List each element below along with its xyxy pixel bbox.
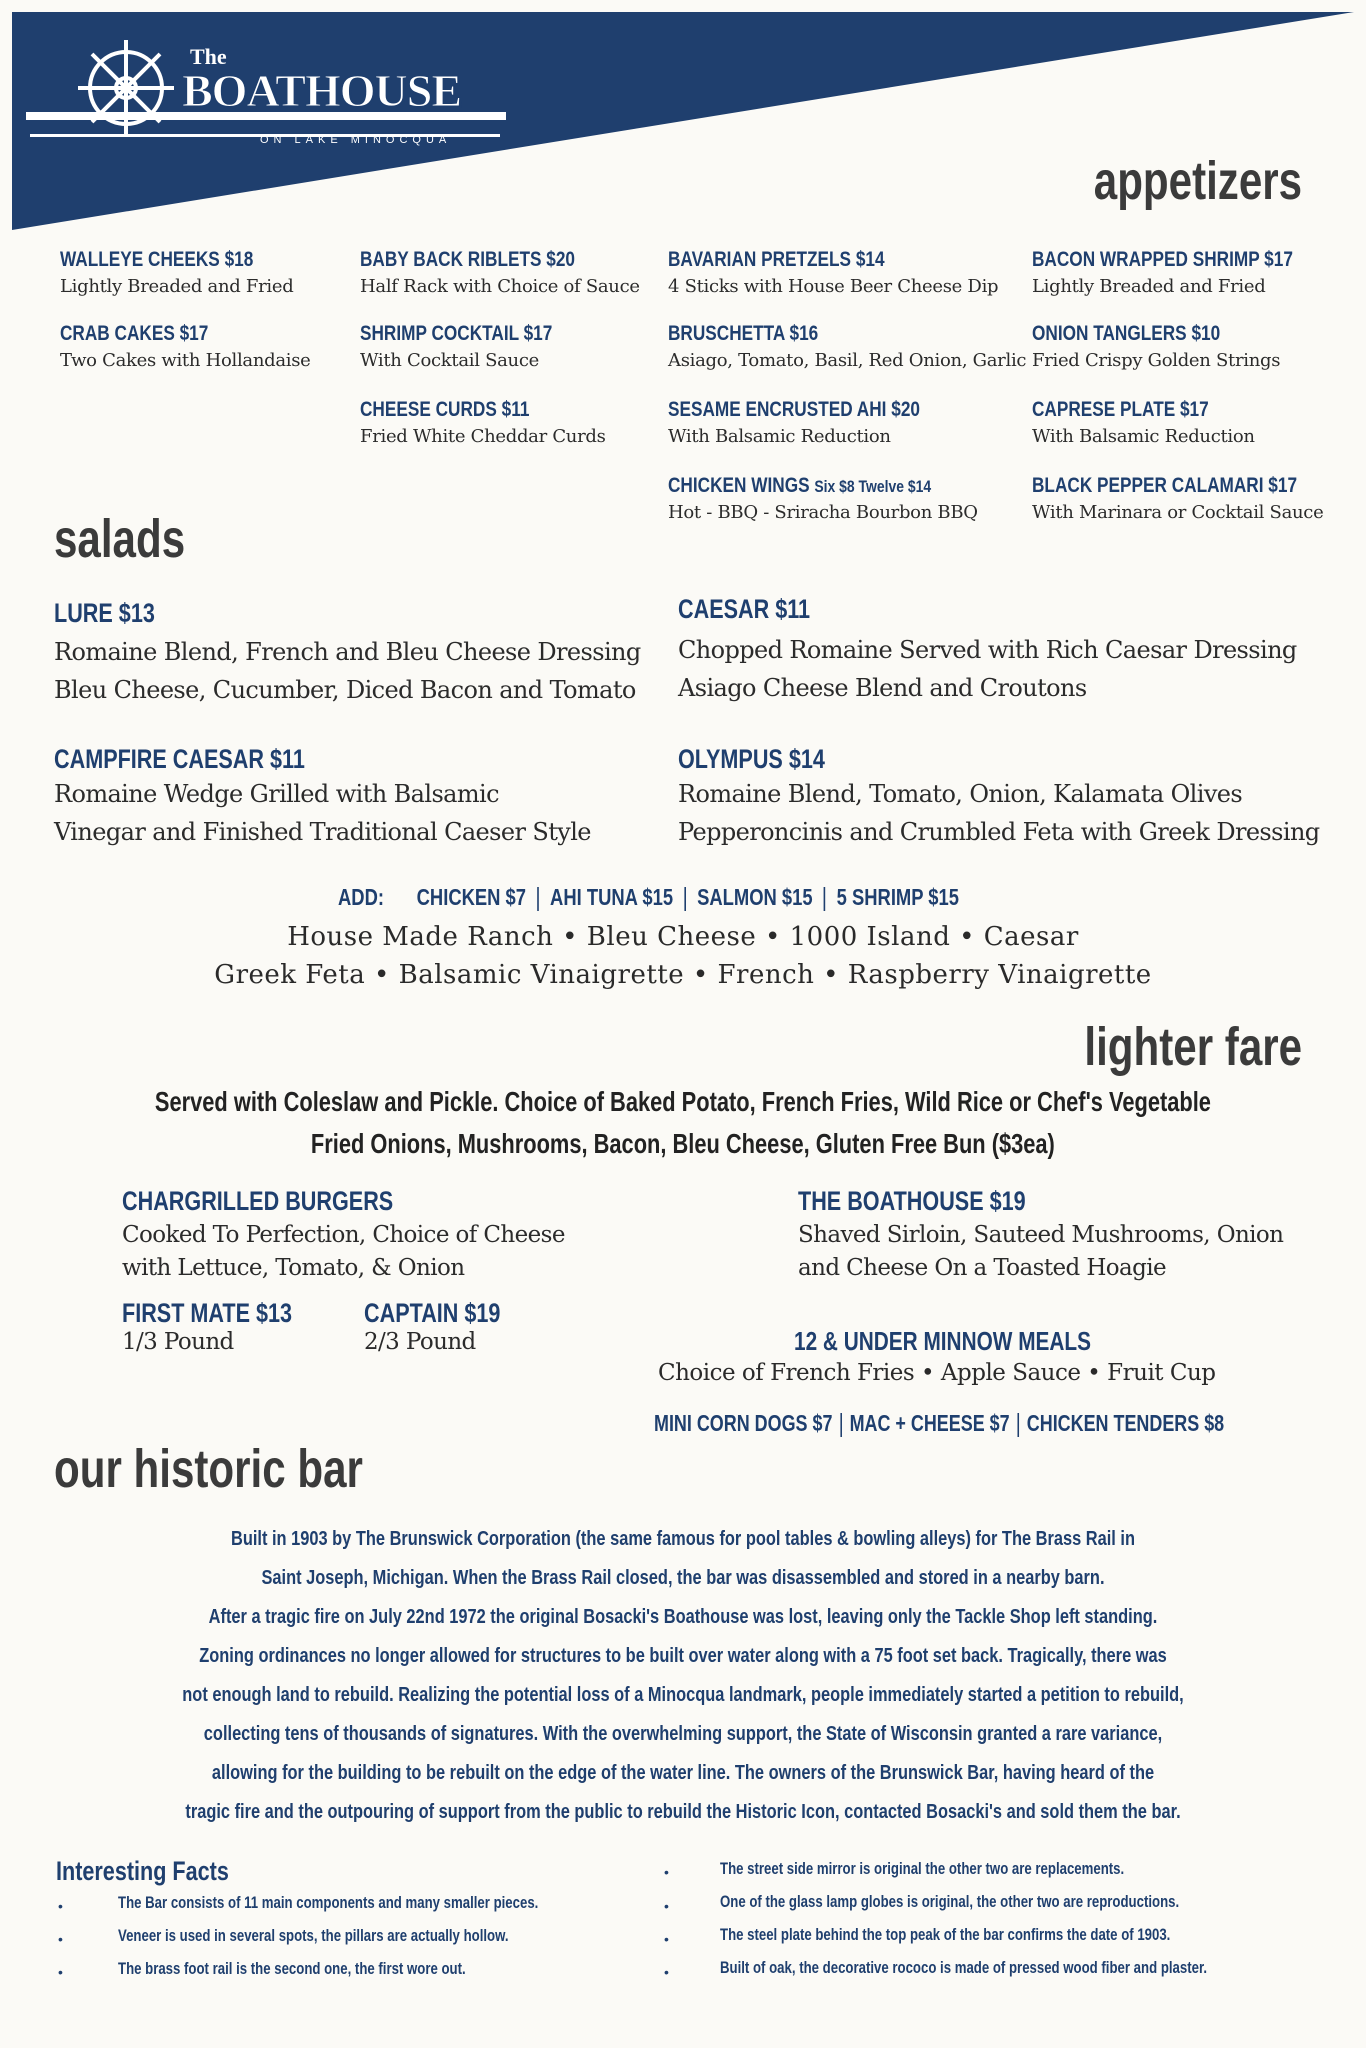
dressings-line1: House Made Ranch • Bleu Cheese • 1000 Island • Caesar bbox=[287, 922, 1079, 952]
burger-first-mate bbox=[122, 1298, 335, 1355]
item-name bbox=[668, 474, 930, 498]
minnow-meals-desc: Choice of French Fries • Apple Sauce • Fruit Cup bbox=[658, 1360, 1216, 1386]
item-desc-line2: Vinegar and Finished Traditional Caeser Style bbox=[54, 818, 591, 846]
bullet-icon: • bbox=[664, 1964, 669, 1980]
item-desc: Two Cakes with Hollandaise bbox=[60, 350, 311, 371]
facts-right-list bbox=[720, 1860, 1329, 1992]
item-desc: Fried Crispy Golden Strings bbox=[1032, 350, 1281, 371]
item-desc: With Balsamic Reduction bbox=[1032, 426, 1255, 447]
add-label: ADD: bbox=[338, 884, 384, 910]
served-with-line2 bbox=[0, 1128, 1366, 1160]
appetizers-heading: appetizers bbox=[1093, 151, 1302, 211]
add-on-item: 5 SHRIMP $15 bbox=[836, 884, 960, 910]
ship-wheel-icon bbox=[78, 40, 174, 136]
item-desc-line1: Romaine Wedge Grilled with Balsamic bbox=[54, 780, 499, 808]
item-desc: With Marinara or Cocktail Sauce bbox=[1032, 502, 1324, 523]
item-desc-line1: Shaved Sirloin, Sauteed Mushrooms, Onion bbox=[798, 1222, 1284, 1248]
story-line: tragic fire and the outpouring of support from the public to rebuild the Historic Icon, contacted Bosacki's and sold them the bar. bbox=[185, 1801, 1181, 1823]
item-name: CAESAR $11 bbox=[678, 594, 811, 624]
appetizer-caprese-plate bbox=[1032, 398, 1352, 447]
minnow-meals-items bbox=[654, 1410, 1224, 1437]
appetizer-onion-tanglers bbox=[1032, 322, 1352, 371]
fact-item: The brass foot rail is the second one, the first wore out. bbox=[118, 1960, 466, 1978]
bullet-icon: • bbox=[58, 1898, 63, 1914]
separator bbox=[537, 887, 539, 911]
appetizer-shrimp-cocktail bbox=[360, 322, 680, 371]
story-line: allowing for the building to be rebuilt on the edge of the water line. The owners of the Brunswick Bar, having heard of the bbox=[211, 1762, 1155, 1784]
historic-bar-story bbox=[0, 1520, 1366, 1832]
item-desc-line1: Romaine Blend, Tomato, Onion, Kalamata Olives bbox=[678, 780, 1243, 808]
fact-item: The steel plate behind the top peak of the bar confirms the date of 1903. bbox=[720, 1926, 1171, 1944]
fact-item: The street side mirror is original the other two are replacements. bbox=[720, 1860, 1125, 1878]
item-desc-line2: Bleu Cheese, Cucumber, Diced Bacon and Tomato bbox=[54, 676, 636, 704]
dressings-line2: Greek Feta • Balsamic Vinaigrette • French • Raspberry Vinaigrette bbox=[214, 960, 1152, 990]
story-line: Zoning ordinances no longer allowed for structures to be built over water along with a 75 foot set back. Tragically, there was bbox=[199, 1645, 1167, 1667]
separator bbox=[824, 887, 826, 911]
item-desc: 2/3 Pound bbox=[364, 1329, 476, 1355]
item-name: ONION TANGLERS $10 bbox=[1032, 322, 1221, 345]
item-desc: Hot - BBQ - Sriracha Bourbon BBQ bbox=[668, 502, 978, 523]
separator bbox=[684, 887, 686, 911]
item-desc: With Cocktail Sauce bbox=[360, 350, 539, 371]
item-desc: Lightly Breaded and Fried bbox=[1032, 276, 1266, 297]
item-desc-line2: and Cheese On a Toasted Hoagie bbox=[798, 1255, 1167, 1281]
item-name: WALLEYE CHEEKS $18 bbox=[60, 248, 254, 271]
appetizer-bavarian-pretzels bbox=[668, 248, 999, 297]
fact-item: The Bar consists of 11 main components and many smaller pieces. bbox=[118, 1894, 539, 1912]
logo-the: The bbox=[190, 44, 227, 69]
item-name: SHRIMP COCKTAIL $17 bbox=[360, 322, 553, 345]
the-boathouse-sandwich bbox=[798, 1186, 1283, 1285]
fact-item: Veneer is used in several spots, the pillars are actually hollow. bbox=[118, 1927, 509, 1945]
minnow-item: MINI CORN DOGS $7 bbox=[654, 1410, 833, 1436]
appetizer-bruschetta bbox=[668, 322, 1027, 371]
item-name: CHEESE CURDS $11 bbox=[360, 398, 530, 421]
logo-wordmark: BOATHOUSE bbox=[182, 65, 461, 116]
burger-captain bbox=[364, 1298, 535, 1355]
item-desc: With Balsamic Reduction bbox=[668, 426, 891, 447]
salad-olympus bbox=[678, 744, 1320, 851]
appetizer-chicken-wings bbox=[668, 474, 988, 523]
item-desc-line1: Cooked To Perfection, Choice of Cheese bbox=[122, 1222, 565, 1248]
item-name: FIRST MATE $13 bbox=[122, 1298, 293, 1328]
item-name: CRAB CAKES $17 bbox=[60, 322, 209, 345]
item-name: BACON WRAPPED SHRIMP $17 bbox=[1032, 248, 1293, 271]
minnow-item: MAC + CHEESE $7 bbox=[849, 1410, 1010, 1436]
bullet-icon: • bbox=[664, 1864, 669, 1880]
item-name-prices: Six $8 Twelve $14 bbox=[814, 477, 932, 496]
historic-bar-heading: our historic bar bbox=[54, 1439, 363, 1499]
item-desc: Asiago, Tomato, Basil, Red Onion, Garlic bbox=[668, 350, 1027, 371]
item-name: CAPRESE PLATE $17 bbox=[1032, 398, 1209, 421]
item-desc: Fried White Cheddar Curds bbox=[360, 426, 606, 447]
facts-left-list bbox=[118, 1894, 643, 1993]
appetizer-crab-cakes bbox=[60, 322, 380, 371]
appetizer-black-pepper-calamari bbox=[1032, 474, 1352, 523]
appetizer-cheese-curds bbox=[360, 398, 680, 447]
story-line: Saint Joseph, Michigan. When the Brass Rail closed, the bar was disassembled and stored in a nearby barn. bbox=[261, 1567, 1105, 1589]
item-desc: Half Rack with Choice of Sauce bbox=[360, 276, 640, 297]
item-name: THE BOATHOUSE $19 bbox=[798, 1186, 1026, 1216]
item-desc: 4 Sticks with House Beer Cheese Dip bbox=[668, 276, 999, 297]
item-name: CHARGRILLED BURGERS bbox=[122, 1186, 394, 1216]
served-with-text: Fried Onions, Mushrooms, Bacon, Bleu Cheese, Gluten Free Bun ($3ea) bbox=[311, 1128, 1055, 1159]
story-line: After a tragic fire on July 22nd 1972 the original Bosacki's Boathouse was lost, leaving only the Tackle Shop left standing. bbox=[208, 1606, 1158, 1628]
fact-item: Built of oak, the decorative rococo is made of pressed wood fiber and plaster. bbox=[720, 1959, 1208, 1977]
story-line: collecting tens of thousands of signatures. With the overwhelming support, the State of Wisconsin granted a rare variance, bbox=[203, 1723, 1163, 1745]
item-name: BABY BACK RIBLETS $20 bbox=[360, 248, 575, 271]
add-on-item: CHICKEN $7 bbox=[416, 884, 527, 910]
logo-location: ON LAKE MINOCQUA bbox=[260, 134, 452, 146]
bullet-icon: • bbox=[58, 1964, 63, 1980]
appetizer-walleye-cheeks bbox=[60, 248, 380, 297]
served-with-line1 bbox=[0, 1086, 1366, 1118]
salad-lure bbox=[54, 598, 641, 709]
item-desc-line1: Romaine Blend, French and Bleu Cheese Dressing bbox=[54, 638, 641, 666]
interesting-facts-heading: Interesting Facts bbox=[56, 1856, 229, 1886]
separator bbox=[1017, 1413, 1019, 1437]
appetizer-sesame-ahi bbox=[668, 398, 988, 447]
item-name-main: CHICKEN WINGS bbox=[668, 474, 810, 497]
appetizer-baby-back-riblets bbox=[360, 248, 680, 297]
story-line: Built in 1903 by The Brunswick Corporation (the same famous for pool tables & bowling alleys) for The Brass Rail in bbox=[231, 1528, 1135, 1550]
chargrilled-burgers bbox=[122, 1186, 565, 1285]
item-desc-line1: Chopped Romaine Served with Rich Caesar Dressing bbox=[678, 636, 1297, 664]
separator bbox=[840, 1413, 842, 1437]
item-name: OLYMPUS $14 bbox=[678, 744, 825, 774]
minnow-meals-heading-wrap bbox=[794, 1326, 1165, 1357]
bullet-icon: • bbox=[58, 1931, 63, 1947]
item-name: BRUSCHETTA $16 bbox=[668, 322, 819, 345]
item-desc-line2: with Lettuce, Tomato, & Onion bbox=[122, 1255, 465, 1281]
bullet-icon: • bbox=[664, 1898, 669, 1914]
fact-item: One of the glass lamp globes is original, the other two are reproductions. bbox=[720, 1893, 1180, 1911]
bullet-icon: • bbox=[664, 1931, 669, 1947]
lighter-fare-heading: lighter fare bbox=[1084, 1017, 1302, 1077]
item-desc: 1/3 Pound bbox=[122, 1329, 234, 1355]
story-line: not enough land to rebuild. Realizing the potential loss of a Minocqua landmark, people immediately started a petition to rebuild, bbox=[182, 1684, 1184, 1706]
item-name: BAVARIAN PRETZELS $14 bbox=[668, 248, 885, 271]
item-desc: Lightly Breaded and Fried bbox=[60, 276, 294, 297]
item-name: SESAME ENCRUSTED AHI $20 bbox=[668, 398, 920, 421]
item-name: CAPTAIN $19 bbox=[364, 1298, 501, 1328]
item-name: CAMPFIRE CAESAR $11 bbox=[54, 744, 305, 774]
add-on-item: SALMON $15 bbox=[697, 884, 813, 910]
item-name: BLACK PEPPER CALAMARI $17 bbox=[1032, 474, 1298, 497]
item-desc-line2: Asiago Cheese Blend and Croutons bbox=[678, 674, 1087, 702]
add-on-item: AHI TUNA $15 bbox=[550, 884, 674, 910]
appetizer-bacon-wrapped-shrimp bbox=[1032, 248, 1352, 297]
minnow-meals-heading: 12 & UNDER MINNOW MEALS bbox=[794, 1326, 1091, 1356]
salad-campfire-caesar bbox=[54, 744, 591, 851]
minnow-item: CHICKEN TENDERS $8 bbox=[1026, 1410, 1225, 1436]
salads-heading: salads bbox=[54, 509, 186, 569]
item-desc-line2: Pepperoncinis and Crumbled Feta with Greek Dressing bbox=[678, 818, 1320, 846]
served-with-text: Served with Coleslaw and Pickle. Choice of Baked Potato, French Fries, Wild Rice or Chef's Vegetable bbox=[154, 1086, 1212, 1117]
salad-caesar bbox=[678, 594, 1297, 707]
salad-add-ons bbox=[338, 884, 959, 911]
item-name: LURE $13 bbox=[54, 598, 155, 628]
